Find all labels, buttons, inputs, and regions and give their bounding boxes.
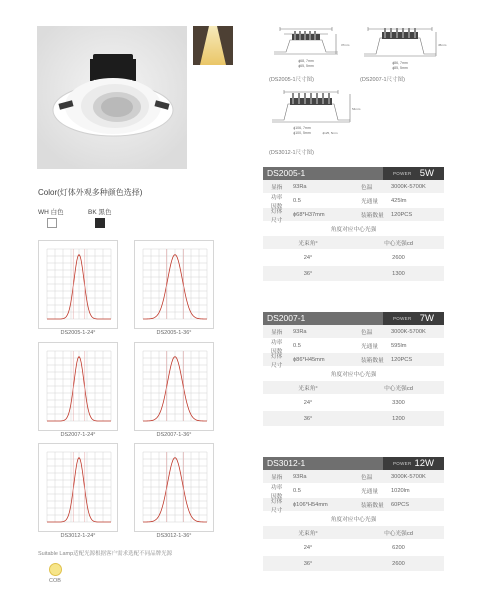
spec-value: 93Ra (293, 473, 307, 480)
spec-row (263, 180, 444, 194)
dim-ds2005-1: ϕ68, 7mm (298, 59, 314, 63)
spec-row (263, 498, 444, 512)
color-section-title: Color(灯体外观多种颜色选择) (38, 188, 143, 197)
beam-header-row (263, 381, 444, 395)
beam-row (263, 556, 444, 572)
spec-label: 光通量 (361, 489, 379, 495)
spec-label: 功率因数 (271, 194, 283, 210)
swatch-label-white: WH 白色 (38, 209, 64, 216)
spec-value: 60PCS (391, 501, 410, 508)
power-label: POWER (393, 316, 412, 321)
spec-header (263, 457, 444, 470)
center-intensity-row (263, 512, 444, 526)
beam-angle: 24° (303, 399, 313, 406)
center-intensity-title: 角度对应中心光强 (330, 372, 377, 378)
drawing-caption-ds3012: (DS3012-1尺寸图) (269, 150, 314, 156)
beam-angle: 36° (303, 270, 313, 277)
center-cd-header: 中心光强cd (384, 531, 413, 537)
spec-value: ϕ86*H45mm (293, 356, 325, 363)
drawing-caption-ds2007: (DS2007-1尺寸图) (360, 77, 405, 83)
beam-header-row (263, 236, 444, 250)
spec-label: 灯体尺寸 (271, 208, 283, 224)
spec-value: 120PCS (391, 356, 413, 363)
spec-value: 0.5 (293, 197, 301, 204)
beam-angle: 24° (303, 544, 313, 551)
spec-table (263, 167, 444, 282)
dim-ds2007-h: 45mm (438, 43, 447, 47)
spec-row (263, 325, 444, 339)
center-cd-header: 中心光强cd (384, 241, 413, 247)
beam-row (263, 411, 444, 427)
dim-ds3012-h: 54mm (352, 107, 361, 111)
beam-angle: 36° (303, 560, 313, 567)
beam-angle: 36° (303, 415, 313, 422)
center-cd: 2600 (392, 560, 405, 567)
spec-header (263, 312, 444, 325)
spec-row (263, 353, 444, 367)
beam-angle-header: 光束角° (298, 531, 318, 537)
dim-ds3012-2: ϕ100, 5mm (293, 131, 311, 135)
dim-ds2007-2: ϕ85, 5mm (392, 66, 408, 70)
spec-label: 装箱数量 (361, 503, 384, 509)
spec-value: 93Ra (293, 183, 307, 190)
chart-caption: DS2005-1-36° (156, 330, 192, 336)
spec-label: 灯体尺寸 (271, 498, 283, 514)
beam-row (263, 540, 444, 556)
power-block (383, 312, 444, 325)
suitable-lamp-note: Suitable Lamp适配光源根据客户需求选配不同品牌光源 (38, 551, 173, 557)
spec-label: 显指 (271, 185, 283, 191)
spec-label: 光通量 (361, 344, 379, 350)
swatch-label-black: BK 黑色 (88, 209, 112, 216)
beam-chart (134, 240, 214, 329)
dim-ds2007-1: ϕ86, 7mm (392, 61, 408, 65)
spec-table (263, 457, 444, 572)
power-label: POWER (393, 461, 412, 466)
beam-angle: 24° (303, 254, 313, 261)
power-block (383, 167, 444, 180)
spec-label: 色温 (361, 330, 373, 336)
center-cd: 2600 (392, 254, 405, 261)
center-cd: 1200 (392, 415, 405, 422)
chart-caption: DS2007-1-36° (156, 432, 192, 438)
dim-ds3012-3: ϕ125, 5mm (322, 131, 338, 135)
swatch-black[interactable] (95, 218, 105, 228)
spec-value: 3000K-5700K (391, 183, 426, 190)
center-intensity-row (263, 222, 444, 236)
beam-row (263, 395, 444, 411)
chart-caption: DS2007-1-24° (60, 432, 96, 438)
spec-label: 装箱数量 (361, 358, 384, 364)
beam-row (263, 266, 444, 282)
spec-value: ϕ106*H54mm (293, 501, 328, 508)
beam-chart (134, 443, 214, 532)
spec-label: 功率因数 (271, 484, 283, 500)
spec-label: 光通量 (361, 199, 379, 205)
center-intensity-row (263, 367, 444, 381)
spec-value: 0.5 (293, 487, 301, 494)
power-value: 5W (419, 168, 434, 179)
spec-label: 装箱数量 (361, 213, 384, 219)
spec-value: ϕ68*H37mm (293, 211, 325, 218)
spec-label: 显指 (271, 475, 283, 481)
spec-value: 3000K-5700K (391, 473, 426, 480)
spec-label: 灯体尺寸 (271, 353, 283, 369)
model-name: DS2007-1 (263, 312, 383, 325)
beam-chart (134, 342, 214, 431)
spec-row (263, 484, 444, 498)
chart-caption: DS2005-1-24° (60, 330, 96, 336)
dimension-drawing-ds2007 (358, 22, 447, 72)
spec-value: 120PCS (391, 211, 413, 218)
beam-angle-header: 光束角° (298, 386, 318, 392)
center-intensity-title: 角度对应中心光强 (330, 227, 377, 233)
power-label: POWER (393, 171, 412, 176)
dim-ds2005-h: 37mm (341, 43, 350, 47)
dimension-drawing-ds3012 (266, 86, 361, 144)
spec-value: 0.5 (293, 342, 301, 349)
swatch-white[interactable] (47, 218, 57, 228)
spec-value: 3000K-5700K (391, 328, 426, 335)
beam-row (263, 250, 444, 266)
spec-label: 功率因数 (271, 339, 283, 355)
beam-angle-header: 光束角° (298, 241, 318, 247)
model-name: DS2005-1 (263, 167, 383, 180)
dimension-drawing-ds2005 (266, 22, 350, 72)
drawing-caption-ds2005: (DS2005-1尺寸图) (269, 77, 314, 83)
spec-value: 93Ra (293, 328, 307, 335)
beam-light-swatch (193, 26, 233, 65)
spec-label: 色温 (361, 185, 373, 191)
power-value: 7W (419, 313, 434, 324)
center-intensity-title: 角度对应中心光强 (330, 517, 377, 523)
spec-header (263, 167, 444, 180)
spec-row (263, 208, 444, 222)
beam-header-row (263, 526, 444, 540)
spec-value: 425lm (391, 197, 407, 204)
power-value: 12W (414, 458, 434, 469)
spec-value: 1020lm (391, 487, 410, 494)
dim-ds2005-2: ϕ65, 5mm (298, 64, 314, 68)
center-cd-header: 中心光强cd (384, 386, 413, 392)
spec-value: 595lm (391, 342, 407, 349)
dim-ds3012-1: ϕ106, 7mm (293, 126, 311, 130)
chart-caption: DS3012-1-36° (156, 533, 192, 539)
beam-chart (38, 443, 118, 532)
spec-label: 色温 (361, 475, 373, 481)
center-cd: 6200 (392, 544, 405, 551)
cob-icon (49, 563, 62, 576)
spec-row (263, 194, 444, 208)
product-photo (37, 26, 187, 169)
chart-caption: DS3012-1-24° (60, 533, 96, 539)
spec-row (263, 470, 444, 484)
beam-chart (38, 342, 118, 431)
spec-label: 显指 (271, 330, 283, 336)
spec-table (263, 312, 444, 427)
cob-label: COB (49, 578, 61, 584)
spec-row (263, 339, 444, 353)
power-block (383, 457, 444, 470)
center-cd: 3300 (392, 399, 405, 406)
center-cd: 1300 (392, 270, 405, 277)
beam-chart (38, 240, 118, 329)
model-name: DS3012-1 (263, 457, 383, 470)
